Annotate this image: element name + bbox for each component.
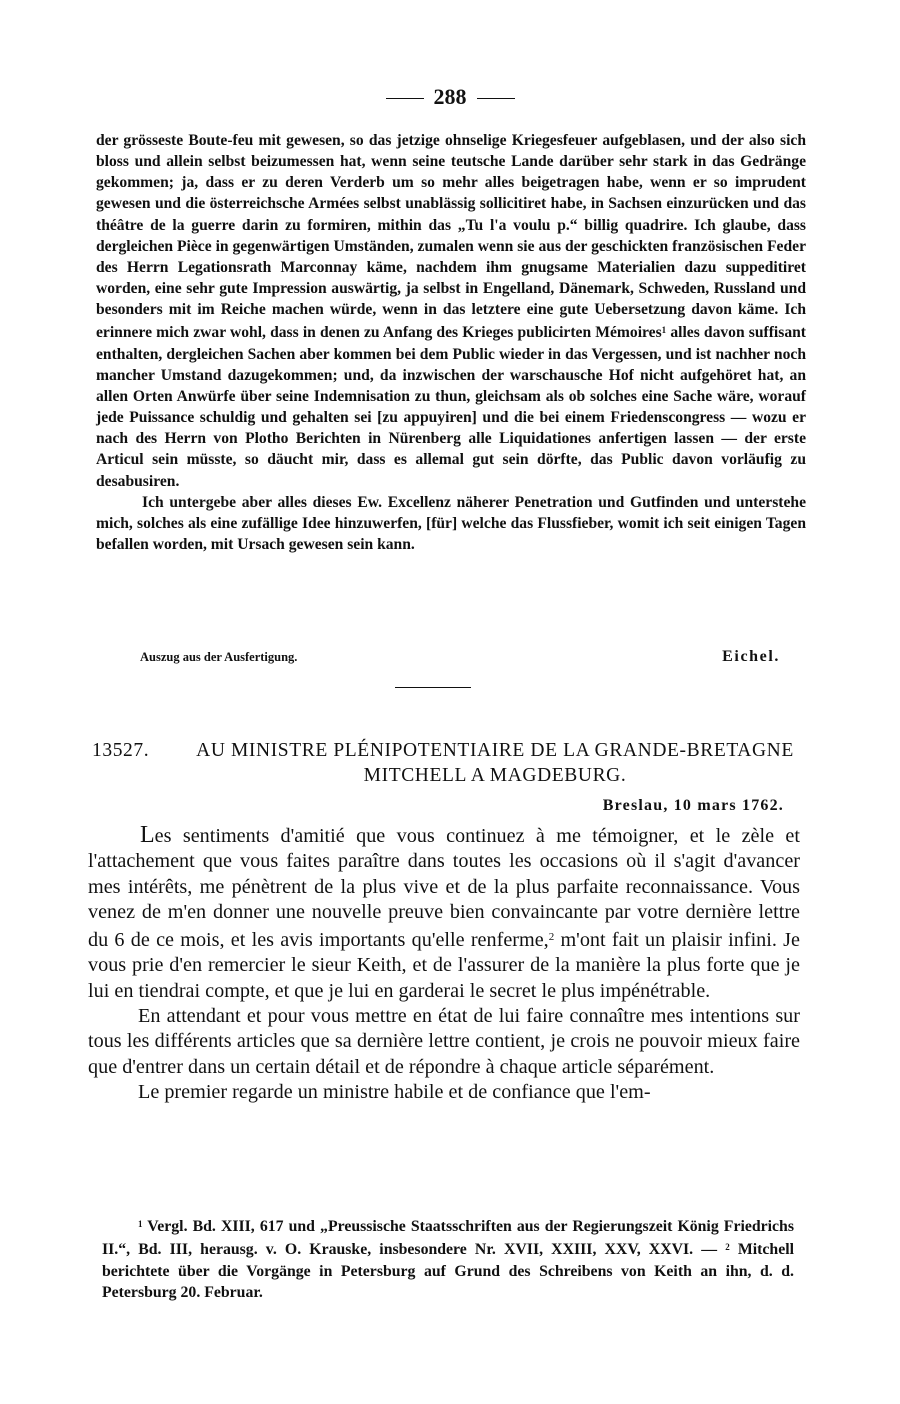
- letter-paragraph-text: der grösseste Boute-feu mit gewesen, so das jetzige ohnselige Kriegesfeuer aufgeblasen, und der also sich bloss und allein selbst beizumessen hat, wenn seine teutsche Lande darüber sehr stark in das Gedränge gekommen; ja, dass er zu deren Verderb um so mehr alles beigetragen habe, wenn er so imprudent gewesen und die österreichsche Armées selbst unablässig sollicitiret habe, in Sachsen einzurücken und das théâtre de la guerre darin zu formiren, mithin das „Tu l'a voulu p.“ billig quadrire. Ich glaube, dass dergleichen Pièce in gegenwärtigen Umständen, zumalen wenn sie aus der geschickten französischen Feder des Herrn Legationsrath Marconnay käme, nachdem ihm gnugsame Materialien dazu suppeditiret worden, eine sehr gute Impression auswärtig, ja selbst in Engelland, Dänemark, Schweden, Russland und besonders mit im Reiche machen würde, wenn in das letztere eine gute Uebersetzung davon käme. Ich erinnere mich zwar wohl, dass in denen zu Anfang des Krieges publicirten Mémoires: [96, 132, 806, 342]
- footnotes: [102, 1214, 794, 1303]
- footnote-mark: 1: [138, 1219, 143, 1229]
- body-paragraph: Le premier regarde un ministre habile et de confiance que l'em-: [138, 1080, 651, 1103]
- body-paragraph-text-continued: m'ont fait un plaisir infini. Je vous prie d'en remercier le sieur Keith, et de l'assurer de la manière la plus forte que je lui en tiendrai compte, et que je lui en garderai le secret le plus impénétrable.: [88, 929, 800, 1002]
- footnote-mark: 2: [725, 1242, 730, 1253]
- letter-paragraph: [96, 130, 806, 492]
- footnote-reference: 2: [548, 931, 555, 944]
- page-number-line: [0, 84, 900, 110]
- page-number: 288: [433, 84, 467, 109]
- letter-paragraph-text-continued: alles davon suffisant enthalten, dergleichen Sachen aber kommen bei dem Public wieder in das Vergessen, und ist nachher noch mancher Umstand dazugekommen; und, da inzwischen der warschausche Hof nicht aufgehöret hat, an allen Orten Anwürfe über seine Indemnisation zu thun, gleichsam als ob solches eine Sache wäre, worauf jede Puissance schuldig und gehalten sei [zu appuyiren] und die bei einem Friedenscongress — wozu er nach des Herrn von Plotho Berichten in Nürenberg alle Liquidationes anfertigen lassen — der erste Articul sein müsste, so däucht mir, dass es allemal gut sein dörfte, das Public davon vorläufig zu desabusiren.: [96, 324, 806, 490]
- body-paragraph: En attendant et pour vous mettre en état de lui faire connaître mes intentions sur tous les différents articles que sa dernière lettre contient, je crois ne pouvoir mieux faire que d'entrer dans un certain détail et de répondre à chaque article séparément.: [88, 1005, 800, 1078]
- signature: Eichel.: [722, 648, 780, 665]
- letter-closing: [140, 648, 780, 668]
- section-divider: [395, 687, 471, 688]
- dateline: Breslau, 10 mars 1762.: [602, 797, 784, 814]
- footnote-text: Mitchell berichtete über die Vorgänge in Petersburg auf Grund des Schreibens von Keith an ihn, d. d. Petersburg 20. Februar.: [102, 1241, 794, 1301]
- footnote-block: [102, 1214, 794, 1303]
- page-number-dash-left: [386, 98, 424, 99]
- source-note: Auszug aus der Ausfertigung.: [140, 650, 298, 664]
- letter-paragraph: Ich untergebe aber alles dieses Ew. Excellenz näherer Penetration und Gutfinden und unterstehe mich, solches als eine zufällige Idee hinzuwerfen, [für] welche das Flussfieber, womit ich seit einigen Tagen befallen worden, mit Ursach gewesen sein kann.: [96, 493, 806, 553]
- document-header: [92, 738, 806, 788]
- letter-continuation: [96, 130, 806, 555]
- document-title: AU MINISTRE PLÉNIPOTENTIAIRE DE LA GRANDE-BRETAGNE MITCHELL A MAGDEBURG.: [196, 740, 794, 786]
- document-number: 13527.: [92, 740, 150, 761]
- document-body: [88, 823, 800, 1105]
- body-paragraph-text: Les sentiments d'amitié que vous continuez à me témoigner, et le zèle et l'attachement que vous faites paraître dans toutes les occasions où il s'agit d'avancer mes intérêts, me pénètrent de la plus vive et de la plus parfaite reconnaissance. Vous venez de m'en donner une nouvelle preuve bien convaincante par votre dernière lettre du 6 de ce mois, et les avis importants qu'elle renferme,: [88, 822, 800, 952]
- footnote-text: Vergl. Bd. XIII, 617 und „Preussische Staatsschriften aus der Regierungszeit König Friedrichs II.“, Bd. III, herausg. v. O. Krauske, insbesondere Nr. XVII, XXIII, XXV, XXVI. —: [102, 1218, 794, 1259]
- footnote-reference: 1: [661, 325, 667, 336]
- body-paragraph: [88, 823, 800, 1004]
- page-number-dash-right: [477, 98, 515, 99]
